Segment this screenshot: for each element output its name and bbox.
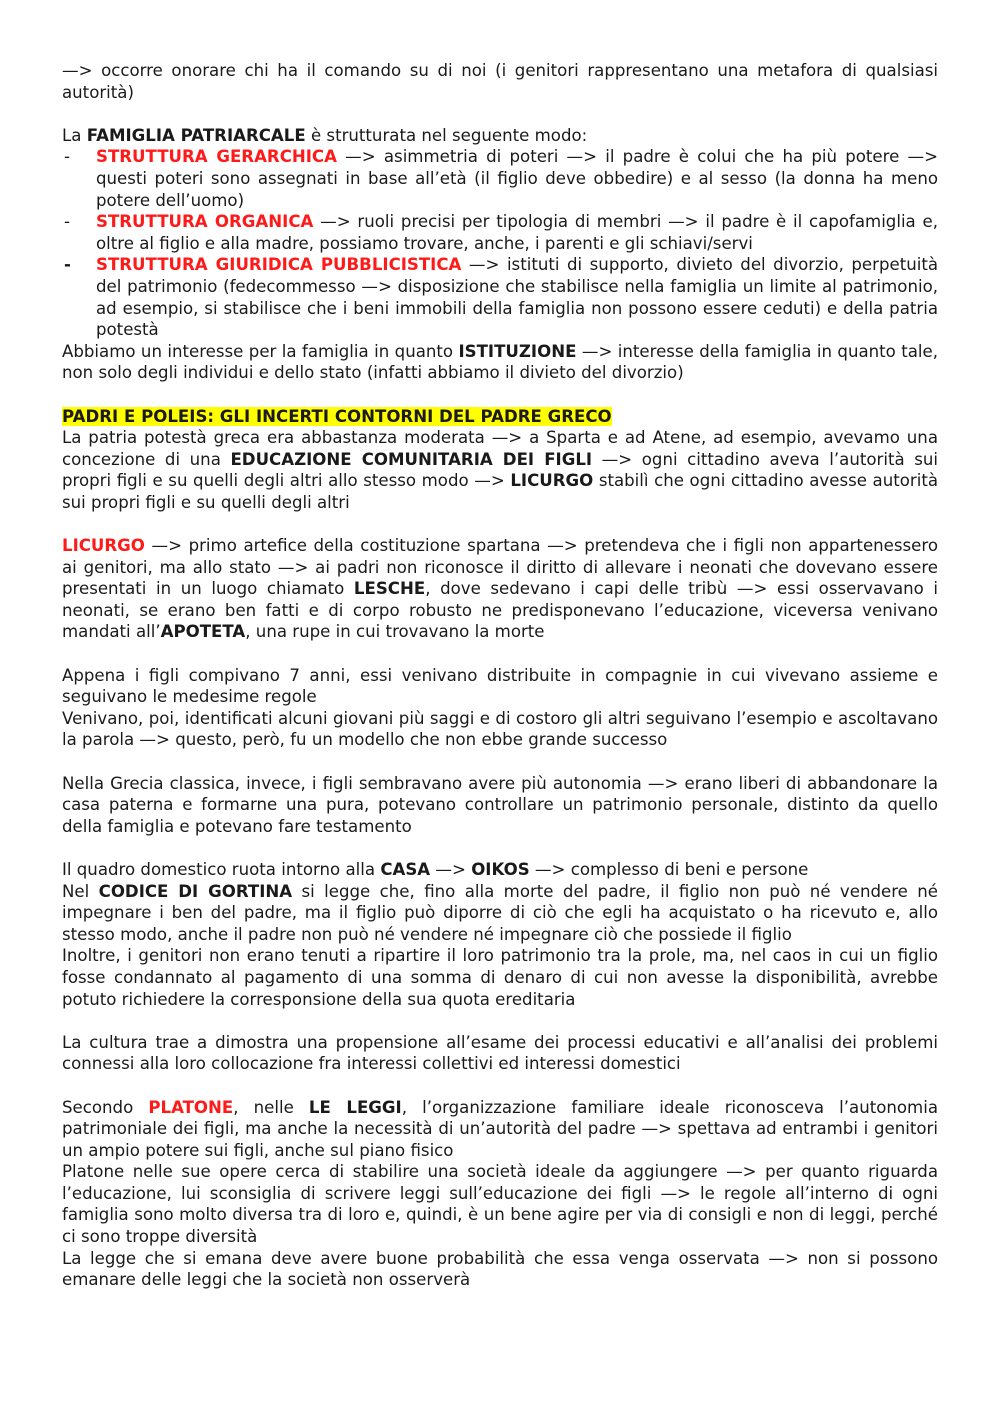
paragraph-culture: La cultura trae a dimostra una propensione all’esame dei processi educativi e all’analisi dei problemi connessi alla loro collocazione fra interessi collettivi ed interessi domestici [62, 1032, 938, 1074]
term-licurgo-red: LICURGO [62, 536, 145, 556]
spacer [62, 384, 938, 406]
paragraph-law: La legge che si emana deve avere buone probabilità che essa venga osservata —> non si possono emanare delle leggi che la società non osserverà [62, 1248, 938, 1290]
list-marker: - [64, 255, 71, 275]
term-lesche: LESCHE [353, 579, 426, 599]
paragraph-platone: Secondo PLATONE, nelle LE LEGGI, l’organizzazione familiare ideale riconosceva l’autonomia patrimoniale dei figli, ma anche la necessità di un’autorità del padre —> spettava ad entrambi i genitori un ampio potere sui figli, anche sul piano fisico [62, 1097, 939, 1160]
spacer [62, 837, 938, 859]
list-item: - STRUTTURA GIURIDICA PUBBLICISTICA —> istituti di supporto, divieto del divorzio, perpetuità del patrimonio (fedecommesso —> disposizione che stabilisce nella famiglia un limite al patrimonio, ad esempio, si stabilisce che i beni immobili della famiglia non possono essere ceduti) e della patria potestà [64, 255, 938, 340]
term-licurgo: LICURGO [510, 471, 594, 491]
paragraph-authority: —> occorre onorare chi ha il comando su di noi (i genitori rappresentano una metafora di qualsiasi autorità) [62, 61, 938, 102]
term-casa: CASA [380, 859, 431, 879]
heading-highlight: PADRI E POLEIS: GLI INCERTI CONTORNI DEL PADRE GRECO [62, 406, 612, 426]
term-struttura-giuridica: STRUTTURA GIURIDICA PUBBLICISTICA [96, 255, 462, 275]
term-famiglia-patriarcale: FAMIGLIA PATRIARCALE [86, 125, 306, 145]
paragraph-oikos: Il quadro domestico ruota intorno alla CASA —> OIKOS —> complesso di beni e persone [62, 859, 809, 879]
paragraph-family-intro: La FAMIGLIA PATRIARCALE è strutturata nel seguente modo: [62, 125, 588, 145]
term-platone: PLATONE [148, 1097, 234, 1117]
spacer [62, 1075, 938, 1097]
paragraph-young-wise: Venivano, poi, identificati alcuni giovani più saggi e di costoro gli altri seguivano l’esempio e ascoltavano la parola —> questo, però, fu un modello che non ebbe grande successo [62, 708, 938, 750]
term-struttura-gerarchica: STRUTTURA GERARCHICA [96, 147, 337, 167]
paragraph-licurgo: LICURGO —> primo artefice della costituzione spartana —> pretendeva che i figli non appartenessero ai genitori, ma allo stato —> ai padri non riconosce il diritto di allevare i neonati che dovevano essere presentati in un luogo chiamato LESCHE, dove sedevano i capi delle tribù —> essi osservavano i neonati, se erano ben fatti e di corpo robusto ne predisponevano l’educazione, viceversa venivano mandati all’APOTETA, una rupe in cui trovavano la morte [62, 536, 938, 642]
structure-list [62, 146, 938, 340]
term-apoteta: APOTETA [160, 622, 246, 642]
paragraph-platone-education: Platone nelle sue opere cerca di stabilire una società ideale da aggiungere —> per quanto riguarda l’educazione, lui sconsiglia di scrivere leggi sull’educazione dei figli —> le regole all’interno di ogni famiglia sono molto diversa tra di loro e, quindi, è un bene agire per via di consigli e non di leggi, perché ci sono troppe diversità [62, 1162, 938, 1247]
spacer [62, 1010, 938, 1032]
term-codice-gortina: CODICE DI GORTINA [98, 881, 293, 901]
spacer [62, 103, 938, 125]
spacer [62, 643, 938, 665]
list-marker: - [64, 212, 70, 232]
spacer [62, 751, 938, 773]
paragraph-seven-years: Appena i figli compivano 7 anni, essi venivano distribuite in compagnie in cui vivevano assieme e seguivano le medesime regole [62, 665, 938, 707]
paragraph-grecia-classica: Nella Grecia classica, invece, i figli sembravano avere più autonomia —> erano liberi di abbandonare la casa paterna e formarne una pura, potevano controllare un patrimonio personale, distinto da quello della famiglia e potevano fare testamento [62, 773, 938, 836]
paragraph-istituzione: Abbiamo un interesse per la famiglia in quanto ISTITUZIONE —> interesse della famiglia in quanto tale, non solo degli individui e dello stato (infatti abbiamo il divieto del divorzio) [62, 341, 939, 383]
list-item: - STRUTTURA GERARCHICA —> asimmetria di poteri —> il padre è colui che ha più potere —> questi poteri sono assegnati in base all’età (il figlio deve obbedire) e al sesso (la donna ha meno potere dell’uomo) [64, 147, 938, 210]
term-educazione-comunitaria: EDUCAZIONE COMUNITARIA DEI FIGLI [230, 449, 593, 469]
list-marker: - [64, 147, 70, 167]
paragraph-patria-potesta: La patria potestà greca era abbastanza moderata —> a Sparta e ad Atene, ad esempio, avevamo una concezione di una EDUCAZIONE COMUNITARIA DEI FIGLI —> ogni cittadino aveva l’autorità sui propri figli e su quelli degli altri allo stesso modo —> LICURGO stabilì che ogni cittadino avesse autorità sui propri figli e su quelli degli altri [62, 428, 938, 512]
term-le-leggi: LE LEGGI [308, 1097, 402, 1117]
term-istituzione: ISTITUZIONE [458, 341, 577, 361]
spacer [62, 513, 938, 535]
list-item: - STRUTTURA ORGANICA —> ruoli precisi per tipologia di membri —> il padre è il capofamiglia e, oltre al figlio e alla madre, possiamo trovare, anche, i parenti e gli schiavi/servi [64, 212, 938, 253]
section-heading [62, 406, 938, 428]
term-struttura-organica: STRUTTURA ORGANICA [96, 212, 314, 232]
term-oikos: OIKOS [471, 859, 530, 879]
paragraph-gortina: Nel CODICE DI GORTINA si legge che, fino alla morte del padre, il figlio non può né vendere né impegnare i ben del padre, ma il figlio può diporre di ciò che egli ha acquistato o ha ricevuto e, allo stesso modo, anche il padre non può né vendere né impegnare ciò che possiede il figlio [62, 881, 939, 944]
paragraph-inheritance: Inoltre, i genitori non erano tenuti a ripartire il loro patrimonio tra la prole, ma, nel caos in cui un figlio fosse condannato al pagamento di una somma di denaro di cui non avesse la disponibilità, avrebbe potuto richiedere la corresponsione della sua quota ereditaria [62, 946, 938, 1009]
